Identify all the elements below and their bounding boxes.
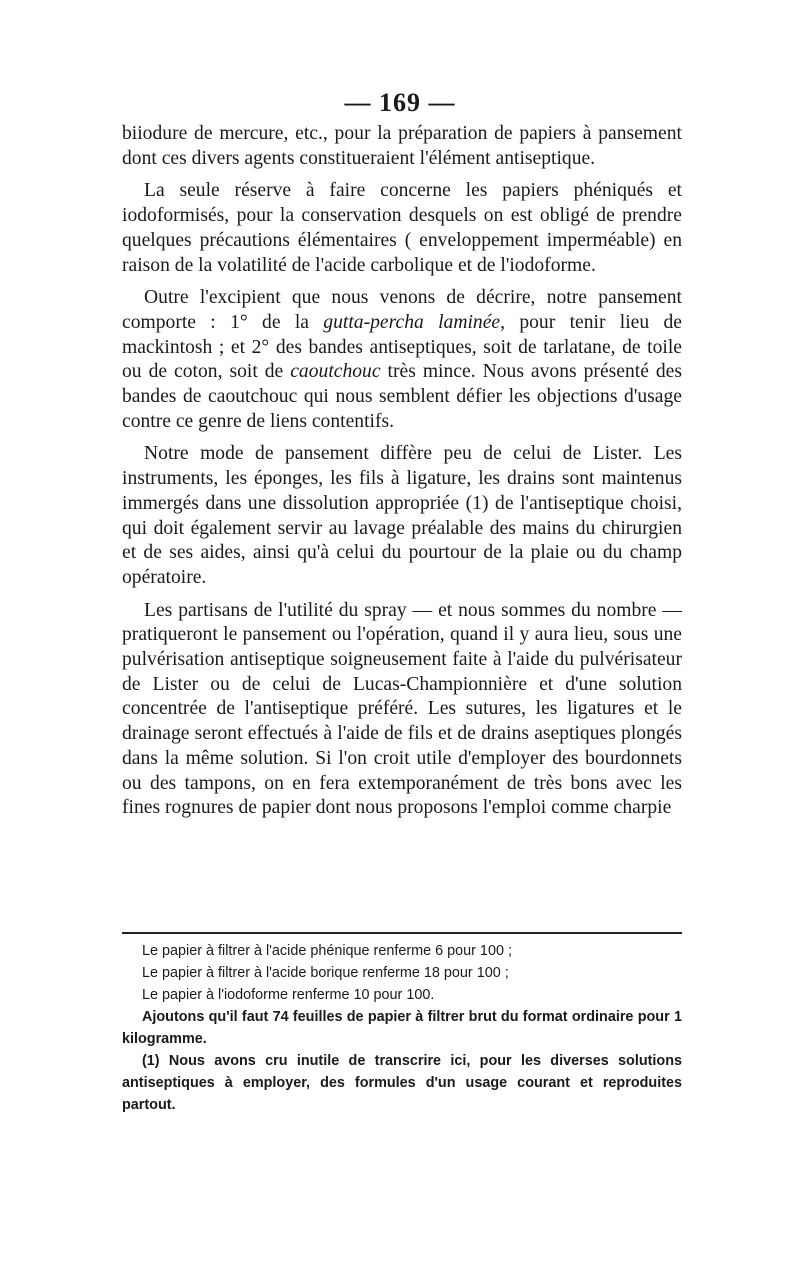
main-text xyxy=(122,122,682,829)
page-number: — 169 — xyxy=(344,88,456,117)
footnote-1: (1) Nous avons cru inutile de transcrire ici, pour les diverses solutions antiseptiques à employer, des formules d'un usage courant et reproduites partout. xyxy=(122,1053,682,1113)
paragraph-3-part-b: , pour tenir lieu de mackintosh ; et 2° des bandes antiseptiques, soit de tarlatane, de toile ou de coton, soit de xyxy=(122,311,682,383)
footnote-divider xyxy=(122,932,682,934)
term-caoutchouc: caoutchouc xyxy=(290,361,381,383)
paragraph-3-part-c: très mince. Nous avons présenté des bandes de caoutchouc qui nous semblent défier les objections d'usage contre ce genre de liens contentifs. xyxy=(122,361,682,432)
footnote-phenique: Le papier à filtrer à l'acide phénique renferme 6 pour 100 ; xyxy=(142,943,512,959)
footnote-iodoforme: Le papier à l'iodoforme renferme 10 pour 100. xyxy=(142,987,435,1003)
paragraph-3-part-a: Outre l'excipient que nous venons de décrire, notre pansement comporte : 1° de la xyxy=(122,287,682,333)
footnotes xyxy=(122,940,682,1116)
paragraph-4: Notre mode de pansement diffère peu de celui de Lister. Les instruments, les éponges, les fils à ligature, les drains sont maintenus immergés dans une dissolution appropriée (1) de l'antiseptique choisi, qui doit également servir au lavage préalable des mains du chirurgien et de ses aides, ainsi qu'à celui du pourtour de la plaie ou du champ opératoire. xyxy=(122,443,682,588)
paragraph-3 xyxy=(122,286,682,434)
footnote-feuilles: Ajoutons qu'il faut 74 feuilles de papier à filtrer brut du format ordinaire pour 1 kilogramme. xyxy=(122,1009,682,1047)
term-gutta-percha: gutta-percha laminée xyxy=(323,311,501,333)
paragraph-1: biiodure de mercure, etc., pour la préparation de papiers à pansement dont ces divers agents constitueraient l'élément antiseptique. xyxy=(122,123,682,169)
footnote-borique: Le papier à filtrer à l'acide borique renferme 18 pour 100 ; xyxy=(142,965,509,981)
paragraph-2: La seule réserve à faire concerne les papiers phéniqués et iodoformisés, pour la conservation desquels on est obligé de prendre quelques précautions élémentaires ( enveloppement imperméable) en raison de la volatilité de l'acide carbolique et de l'iodoforme. xyxy=(122,180,682,276)
paragraph-5: Les partisans de l'utilité du spray — et nous sommes du nombre — pratiqueront le pansement ou l'opération, quand il y aura lieu, sous une pulvérisation antiseptique soigneusement faite à l'aide du pulvérisateur de Lister ou de celui de Lucas-Championnière et d'une solution concentrée de l'antiseptique préféré. Les sutures, les ligatures et le drainage seront effectués à l'aide de fils et de drains aseptiques plongés dans la même solution. Si l'on croit utile d'employer des bourdonnets ou des tampons, on en fera extemporanément de très bons avec les fines rognures de papier dont nous proposons l'emploi comme charpie xyxy=(122,599,682,819)
